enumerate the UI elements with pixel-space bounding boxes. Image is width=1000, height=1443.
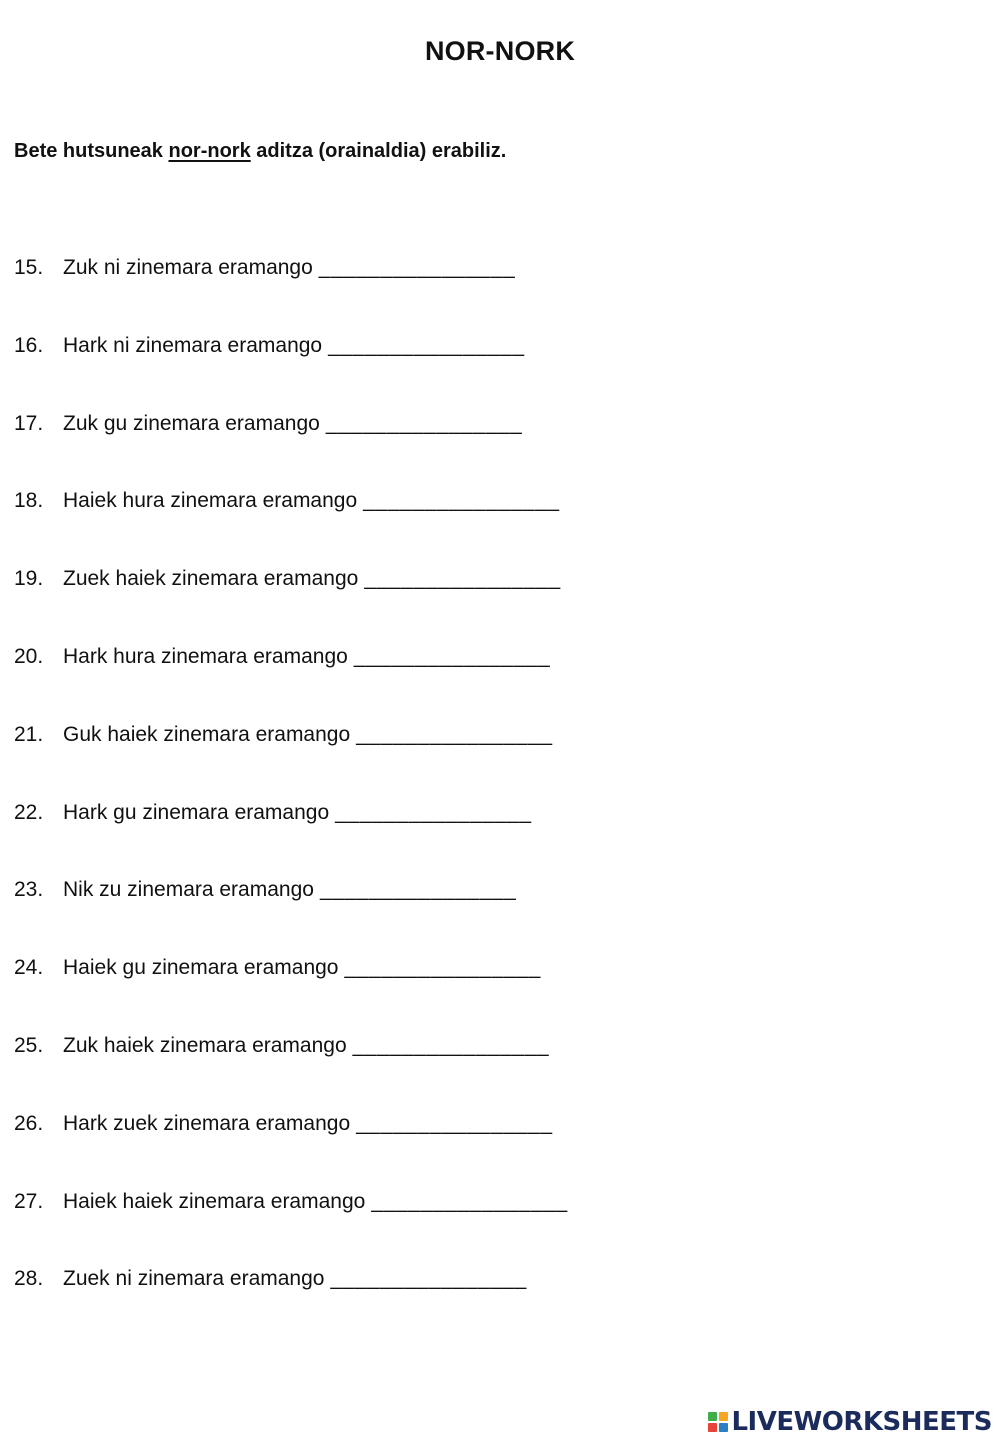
answer-blank[interactable]: ________________ — [328, 333, 525, 357]
item-number: 24. — [14, 956, 44, 980]
item-number: 21. — [14, 722, 44, 746]
item-number: 28. — [14, 1267, 44, 1291]
answer-blank[interactable]: ________________ — [356, 722, 553, 746]
exercise-item-17 — [14, 412, 568, 490]
item-number: 25. — [14, 1033, 44, 1057]
item-sentence: Zuek haiek zinemara eramango — [63, 567, 359, 591]
item-number: 15. — [14, 256, 44, 279]
item-sentence: Guk haiek zinemara eramango — [63, 722, 351, 746]
item-sentence: Haiek haiek zinemara eramango — [63, 1189, 366, 1213]
item-sentence: Hark gu zinemara eramango — [63, 800, 330, 824]
exercise-item-24 — [14, 956, 568, 1034]
logo-square-green — [708, 1412, 717, 1421]
instructions-underlined: nor-nork — [168, 140, 251, 162]
logo-square-red — [708, 1423, 717, 1432]
watermark-text: LIVEWORKSHEETS — [731, 1407, 992, 1437]
instructions-after: aditza (orainaldia) erabiliz. — [250, 140, 507, 162]
item-sentence: Hark hura zinemara eramango — [63, 644, 348, 668]
item-sentence: Hark zuek zinemara eramango — [63, 1111, 351, 1135]
logo-square-blue — [719, 1423, 728, 1432]
exercise-item-28 — [14, 1267, 568, 1345]
answer-blank[interactable]: ________________ — [353, 644, 551, 668]
logo-square-orange — [719, 1412, 728, 1421]
item-sentence: Zuk gu zinemara eramango — [63, 411, 320, 435]
item-number: 23. — [14, 878, 44, 902]
item-number: 16. — [14, 333, 44, 357]
exercise-list — [14, 256, 568, 1345]
item-number: 20. — [14, 644, 44, 668]
answer-blank[interactable]: ________________ — [352, 1033, 550, 1057]
item-number: 19. — [14, 567, 44, 591]
instructions — [14, 140, 506, 163]
exercise-item-20 — [14, 645, 568, 723]
answer-blank[interactable]: ________________ — [319, 878, 517, 902]
exercise-item-26 — [14, 1112, 568, 1190]
answer-blank[interactable]: ________________ — [330, 1267, 527, 1291]
item-number: 17. — [14, 411, 44, 435]
item-number: 22. — [14, 800, 44, 824]
exercise-item-25 — [14, 1034, 568, 1112]
item-number: 18. — [14, 489, 44, 513]
exercise-item-21 — [14, 723, 568, 801]
liveworksheets-watermark — [708, 1407, 992, 1437]
liveworksheets-logo-icon — [708, 1412, 728, 1432]
page-title: NOR-NORK — [424, 36, 576, 66]
item-sentence: Nik zu zinemara eramango — [63, 878, 314, 902]
answer-blank[interactable]: ________________ — [371, 1189, 568, 1213]
answer-blank[interactable]: ________________ — [363, 489, 560, 513]
item-sentence: Haiek hura zinemara eramango — [63, 489, 358, 513]
item-sentence: Zuek ni zinemara eramango — [63, 1267, 325, 1291]
exercise-item-22 — [14, 801, 568, 879]
exercise-item-18 — [14, 489, 568, 567]
answer-blank[interactable]: ________________ — [344, 956, 541, 980]
item-number: 26. — [14, 1111, 44, 1135]
item-sentence: Haiek gu zinemara eramango — [63, 956, 339, 980]
exercise-item-15 — [14, 256, 568, 334]
instructions-before: Bete hutsuneak — [14, 140, 169, 162]
answer-blank[interactable]: ________________ — [318, 256, 516, 279]
exercise-item-27 — [14, 1190, 568, 1268]
exercise-item-23 — [14, 878, 568, 956]
item-sentence: Zuk ni zinemara eramango — [63, 256, 313, 279]
answer-blank[interactable]: ________________ — [356, 1111, 553, 1135]
answer-blank[interactable]: ________________ — [364, 567, 561, 591]
item-number: 27. — [14, 1189, 44, 1213]
item-sentence: Zuk haiek zinemara eramango — [63, 1033, 347, 1057]
exercise-item-16 — [14, 334, 568, 412]
exercise-item-19 — [14, 567, 568, 645]
item-sentence: Hark ni zinemara eramango — [63, 333, 323, 357]
answer-blank[interactable]: ________________ — [335, 800, 532, 824]
answer-blank[interactable]: ________________ — [325, 411, 523, 435]
